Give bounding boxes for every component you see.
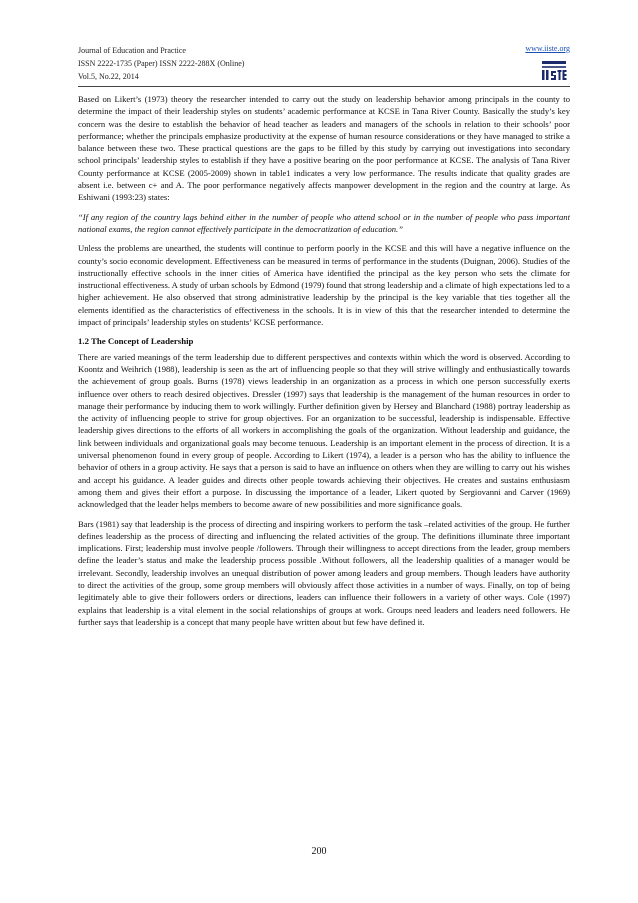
paragraph-bars-definition: Bars (1981) say that leadership is the process of directing and inspiring workers to perform the task –related activities of the group. He further defines leadership as the process of directing and influencing the related activities of the group. The definitions illuminate three important implications. First; leadership must involve people /followers. Through their willingness to accept directions from the leader, group members define the leader’s status and make the leadership process possible .Without followers, all the leadership qualities of a manager would be irrelevant. Secondly, leadership involves an unequal distribution of power among leaders and group members. Though leaders have authority to direct the activities of the group, some group members will obviously affect those activities in a number of ways. Finally, on top of being legitimately able to give their followers orders or directions, leaders can influence their followers in a variety of other ways. Cole (1997) explains that leadership is a vital element in the social relationships of groups at work. Groups need leaders and leaders need followers. He further says that leadership is a concept that many people have written about but few have defined it. xyxy=(78,518,570,627)
paragraph-problems: Unless the problems are unearthed, the students will continue to perform poorly in the KCSE and this will have a negative influence on the county’s socio economic development. Effectiveness can be measured in terms of performance in the students (Duignan, 2006). Studies of the instructionally effective schools in the inner cities of America have identified the principal as the key person who sets the climate for instructional effectiveness. A study of urban schools by Edmond (1979) found that strong leadership and a climate of high expectations led to a higher achievement. He also observed that strong administrative leadership by the principal is the key variable that ties together all the elements identified as the characteristics of effectiveness in the schools. It is in view of this that the researcher intended to determine the impact of principals’ leadership styles on students’ KCSE performance. xyxy=(78,243,570,328)
eshiwani-quote: “If any region of the country lags behind either in the number of people who attend school or in the number of people who pass important national exams, the region cannot effectively participate in the democratization of education.” xyxy=(78,211,570,234)
journal-header xyxy=(78,44,244,83)
article-body xyxy=(78,93,570,635)
journal-url-link[interactable]: www.iiste.org xyxy=(525,44,570,53)
section-heading: 1.2 The Concept of Leadership xyxy=(78,336,194,347)
paragraph-likert-theory: Based on Likert’s (1973) theory the researcher intended to carry out the study on leadership behavior among principals in the county to determine the impact of their leadership styles on students’ academic performance at KCSE in Tana River County. Basically the study’s key concern was the desire to establish the behavior of head teacher as leaders and managers of the schools in relation to their schools’ poor performance; whether the principals emphasize productivity at the expense of human resource considerations or they have managed to strike a balance between these two. These practical questions are the gaps to be filled by this study by carrying out investigations into secondary school principals’ leadership styles to establish if they have a positive bearing on the poor performance at KCSE. The analysis of Tana River County performance at KCSE (2005-2009) shown in table1 indicates a very low performance. The results indicate that quality grades are absent i.e. between c+ and A. The poor performance negatively affects manpower development in the region and the country at large. As Eshiwani (1993:23) states: xyxy=(78,94,570,203)
journal-issn: ISSN 2222-1735 (Paper) ISSN 2222-288X (Online) xyxy=(78,59,245,68)
journal-volume: Vol.5, No.22, 2014 xyxy=(78,72,139,81)
paragraph-leadership-meanings: There are varied meanings of the term leadership due to different perspectives and contexts within which the word is observed. According to Koontz and Weihrich (1988), leadership is seen as the art of influencing people so that they will strive willingly and enthusiastically towards the achievement of group goals. Burns (1978) views leadership in an organization as a process in which one person successfully exerts influence over others to reach desired objectives. Dressler (1997) says that leadership is the management of the human resources in order to manage their performance by inducing them to work willingly. Further definition given by Hersey and Blanchard (1988) portray leadership as the activity of influencing people to strive for group objectives. For an organization to be successful, leadership is indispensable. Effective leadership gives directions to the efforts of all workers in accomplishing the goals of the organization. Without leadership and guidance, the link between individuals and organizational goals may become tenuous. Leadership is an important element in the process of direction. It is a universal phenomenon found in every group of people. According to Likert (1974), a leader is a person who has the ability to influence the behavior of others in a group activity. He says that a person is said to have an influence on others when they are willing to carry out his wishes and accept his guidance. A leader guides and directs other people towards achieving their objectives. He creates and sustains enthusiasm among them and gives their effort a purpose. In discussing the importance of a leader, Likert quoted by Sergiovanni and Carver (1969) acknowledged that the leader helps members to become aware of new possibilities and more significance goals. xyxy=(78,351,570,510)
iiste-logo-icon xyxy=(539,58,569,84)
header-divider xyxy=(78,86,570,87)
journal-name: Journal of Education and Practice xyxy=(78,46,186,55)
page-number: 200 xyxy=(311,846,327,857)
